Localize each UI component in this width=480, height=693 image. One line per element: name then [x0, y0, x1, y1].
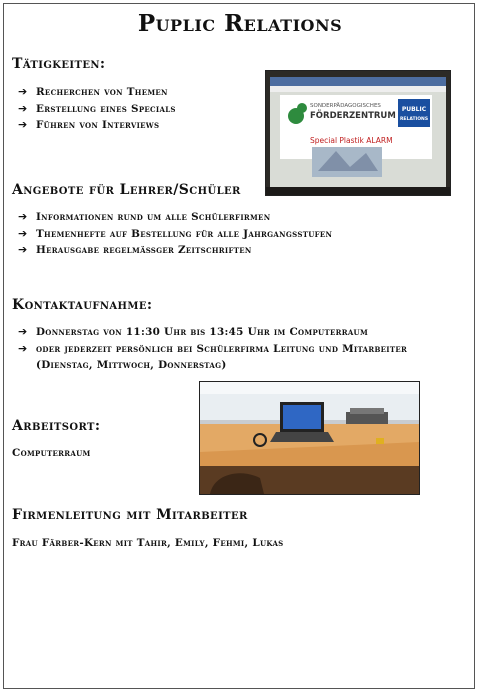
arrow-icon: ➔: [18, 226, 28, 240]
list-angebote: [18, 209, 332, 259]
heading-firmenleitung: Firmenleitung mit Mitarbeiter: [12, 507, 248, 523]
arbeitsort-text: Computerraum: [12, 447, 91, 459]
list-item: ➔ Informationen rund um alle Schülerfirmen: [18, 209, 332, 226]
list-item: ➔ Erstellung eines Specials: [18, 101, 176, 118]
arrow-icon: ➔: [18, 243, 28, 256]
arrow-icon: ➔: [18, 101, 28, 115]
list-item: ➔ Donnerstag von 11:30 Uhr bis 13:45 Uhr im Computerraum: [18, 324, 408, 341]
list-item: ➔ Recherchen von Themen: [18, 84, 176, 101]
arrow-icon: ➔: [18, 118, 28, 131]
list-item: ➔ oder jederzeit persönlich bei Schülerfirma Leitung und Mitarbeiter (Dienstag, Mittwoch, Donnerstag): [18, 341, 408, 371]
photo-computer-room: [199, 381, 420, 495]
arrow-icon: ➔: [18, 210, 28, 223]
list-kontakt: [18, 324, 408, 374]
photo-projector-screen: [265, 70, 451, 196]
poster-page: [3, 3, 475, 689]
arrow-icon: ➔: [18, 325, 28, 338]
heading-angebote: Angebote für Lehrer/Schüler: [12, 182, 241, 198]
list-taetigkeiten: [18, 84, 176, 134]
heading-arbeitsort: Arbeitsort:: [12, 418, 101, 434]
firmenleitung-text: Frau Färber-Kern mit Tahir, Emily, Fehmi, Lukas: [12, 537, 284, 549]
badge-line2: RELATIONS: [399, 117, 429, 122]
badge-line1: PUBLIC: [401, 106, 427, 113]
computer-room-image: [200, 382, 419, 494]
list-item: ➔ Themenhefte auf Bestellung für alle Jahrgangsstufen: [18, 226, 332, 243]
arrow-icon: ➔: [18, 85, 28, 98]
projector-screen-image: [266, 71, 450, 195]
list-item: ➔ Führen von Interviews: [18, 117, 176, 134]
page-title: Puplic Relations: [137, 10, 343, 37]
banner-text: Special Plastik ALARM: [310, 136, 393, 145]
logo-line2: FÖRDERZENTRUM: [310, 111, 396, 121]
logo-line1: SONDERPÄDAGOGISCHES: [310, 103, 381, 109]
heading-taetigkeiten: Tätigkeiten:: [12, 56, 106, 72]
list-item: ➔ Herausgabe regelmäßger Zeitschriften: [18, 242, 332, 259]
heading-kontakt: Kontaktaufnahme:: [12, 297, 153, 313]
arrow-icon: ➔: [18, 341, 28, 355]
